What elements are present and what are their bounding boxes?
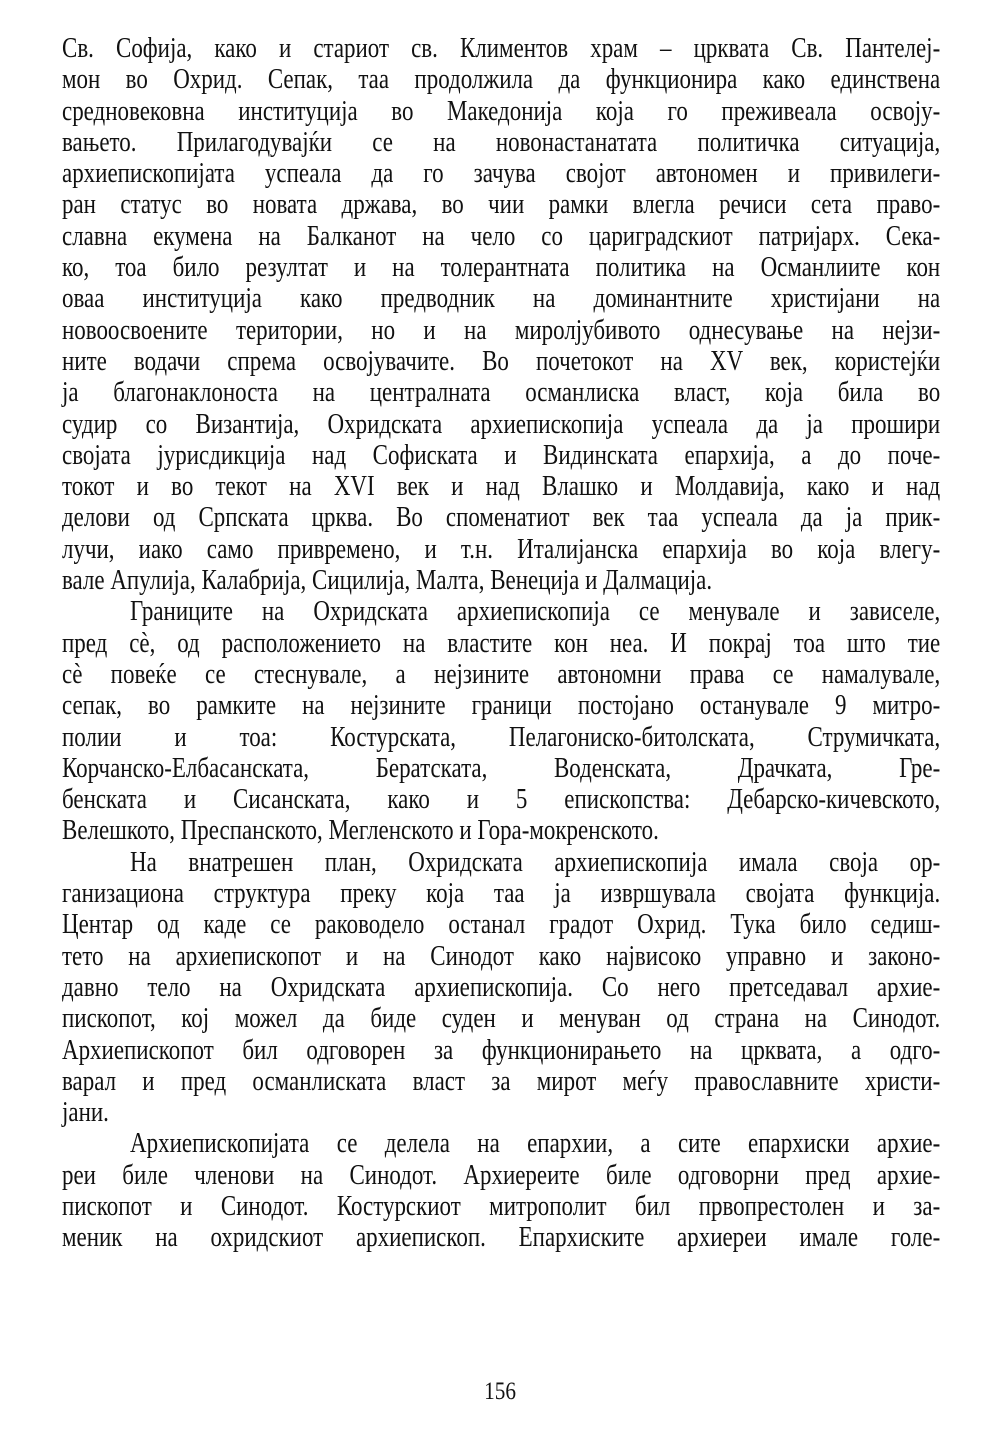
text-line: полии и тоа: Костурската, Пелагониско-битолската, Струмичката, xyxy=(62,721,941,753)
text-line: токот и во текот на XVI век и над Влашко и Молдавија, како и над xyxy=(62,471,941,503)
text-line: новоосвоените територии, но и на миролјубивото однесување на нејзи- xyxy=(62,314,941,346)
text-line: Архиепископијата се делела на епархии, а сите епархиски архие- xyxy=(130,1128,941,1160)
text-line: делови од Српската црква. Во споменатиот век таа успеала да ја прик- xyxy=(62,502,941,534)
text-line: вањето. Прилагодувајќи се на новонастанатата политичка ситуација, xyxy=(62,126,941,158)
text-line: ните водачи спрема освојувачите. Во почетокот на XV век, користејќи xyxy=(62,345,941,377)
text-line: тето на архиепископот и на Синодот како највисоко управно и законо- xyxy=(62,940,941,972)
text-line: средновековна институција во Македонија која го преживеала освоју- xyxy=(62,95,941,127)
text-line: архиепископијата успеала да го зачува својот автономен и привилеги- xyxy=(62,158,941,190)
text-line: судир со Византија, Охридската архиепископија успеала да ја прошири xyxy=(62,408,941,440)
text-line: ганизациона структура преку која таа ја извршувала својата функција. xyxy=(62,878,941,910)
text-line: ја благонаклоноста на централната османлиска власт, која била во xyxy=(62,377,941,409)
text-line: Велешкото, Преспанското, Мегленското и Гора-мокренското. xyxy=(62,815,659,847)
text-line: оваа институција како предводник на доминантните христијани на xyxy=(62,283,941,315)
text-line: лучи, иако само привремено, и т.н. Италијанска епархија во која влегу- xyxy=(62,533,941,565)
text-line: реи биле членови на Синодот. Архиереите биле одговорни пред архие- xyxy=(62,1159,941,1191)
text-line: давно тело на Охридската архиепископија. Со него претседавал архие- xyxy=(62,971,941,1003)
text-line: сѐ повеќе се стеснувале, а нејзините автономни права се намалувале, xyxy=(62,658,941,690)
text-line: ко, тоа било резултат и на толерантната политика на Османлиите кон xyxy=(62,252,941,284)
text-line: меник на охридскиот архиепископ. Епархиските архиереи имале голе- xyxy=(62,1222,941,1254)
text-line: пископот, кој можел да биде суден и менуван од страна на Синодот. xyxy=(62,1003,941,1035)
text-line: Св. Софија, како и стариот св. Климентов храм – црквата Св. Пантелеј- xyxy=(62,33,941,64)
text-line: вале Апулија, Калабрија, Сицилија, Малта, Венеција и Далмација. xyxy=(62,565,713,597)
text-line: јани. xyxy=(62,1097,109,1129)
text-line: ран статус во новата држава, во чии рамки влегла речиси сета право- xyxy=(62,189,941,221)
page-number: 156 xyxy=(484,1378,516,1405)
text-line: славна екумена на Балканот на чело со цариградскиот патријарх. Сека- xyxy=(62,220,941,252)
text-line: Центар од каде се раководело останал градот Охрид. Тука било седиш- xyxy=(62,909,941,941)
text-line: варал и пред османлиската власт за мирот меѓу православните христи- xyxy=(62,1065,941,1097)
text-line: пископот и Синодот. Костурскиот митрополит бил првопрестолен и за- xyxy=(62,1190,941,1222)
text-line: својата јурисдикција над Софиската и Видинската епархија, а до поче- xyxy=(62,439,941,471)
text-line: бенската и Сисанската, како и 5 епископства: Дебарско-кичевското, xyxy=(62,784,941,816)
text-line: Архиепископот бил одговорен за функционирањето на црквата, а одго- xyxy=(62,1034,941,1066)
text-line: сепак, во рамките на нејзините граници постојано останувале 9 митро- xyxy=(62,690,941,722)
text-line: Границите на Охридската архиепископија се менувале и зависеле, xyxy=(130,596,941,628)
text-line: Корчанско-Елбасанската, Бератската, Воденската, Драчката, Гре- xyxy=(62,752,941,784)
text-line: пред сѐ, од расположението на властите кон неа. И покрај тоа што тие xyxy=(62,627,941,659)
body-text xyxy=(62,33,940,1254)
text-line: мон во Охрид. Сепак, таа продолжила да функционира како единствена xyxy=(62,64,941,96)
text-line: На внатрешен план, Охридската архиепископија имала своја ор- xyxy=(130,846,941,878)
